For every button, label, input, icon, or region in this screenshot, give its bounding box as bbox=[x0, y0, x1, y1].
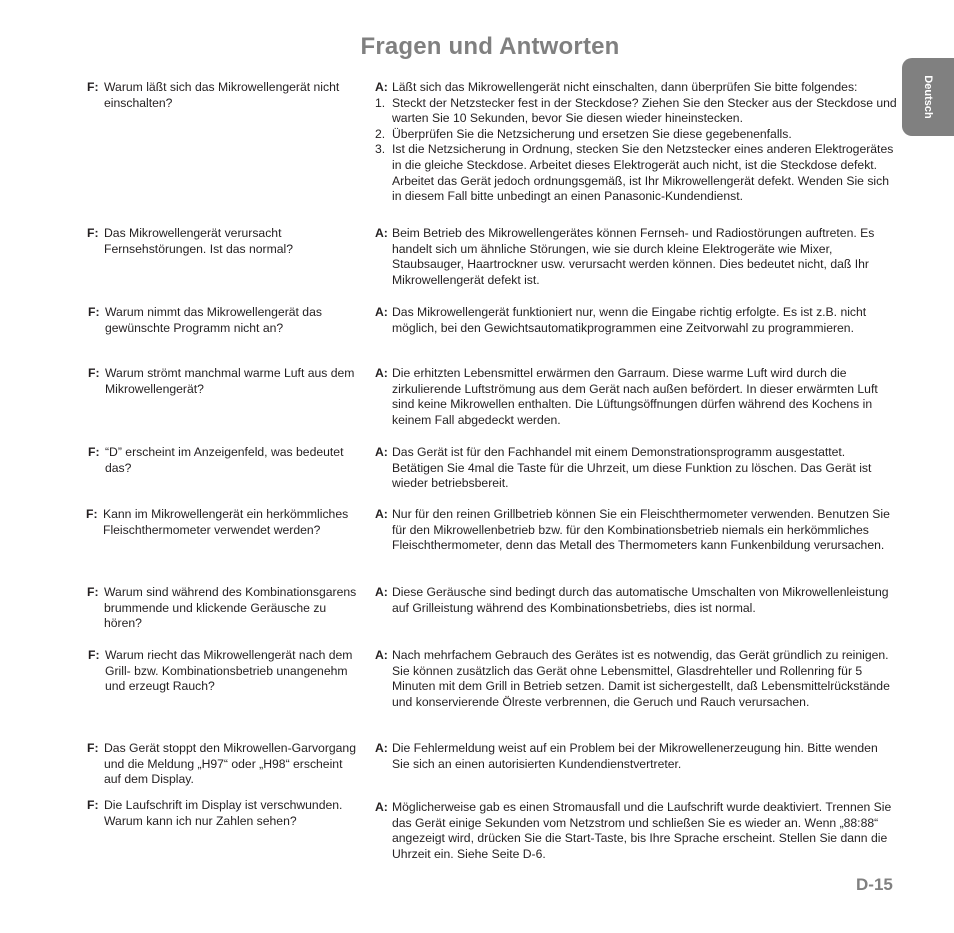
answer-list-item bbox=[375, 127, 897, 143]
answer-prefix: A: bbox=[375, 648, 388, 662]
question-prefix: F: bbox=[88, 366, 100, 380]
answer-text: Nach mehrfachem Gebrauch des Gerätes ist es notwendig, das Gerät gründlich zu reinigen. Sie können zusätzlich das Gerät ohne Lebensmittel, Glasdrehteller und Rollenring für 5 Minuten mit dem Grill in Betrieb setzen. Damit ist sichergestellt, daß Lebensmittelrückstände und konservierende Ölreste verbrennen, die Geruch und Rauch verursachen. bbox=[392, 648, 890, 709]
answer-text: Die Fehlermeldung weist auf ein Problem bei der Mikrowellenerzeugung hin. Bitte wenden Sie sich an einen autorisierten Kundendienstvertreter. bbox=[392, 741, 878, 771]
question-text: Die Laufschrift im Display ist verschwunden. Warum kann ich nur Zahlen sehen? bbox=[104, 798, 343, 828]
question-prefix: F: bbox=[87, 585, 99, 599]
list-text: Überprüfen Sie die Netzsicherung und ersetzen Sie diese gegebenenfalls. bbox=[392, 126, 792, 141]
page-title: Fragen und Antworten bbox=[360, 33, 620, 60]
answer-prefix: A: bbox=[375, 305, 388, 319]
question-text: Das Mikrowellengerät verursacht Fernsehstörungen. Ist das normal? bbox=[104, 226, 294, 256]
language-tab bbox=[902, 58, 954, 136]
list-text: Steckt der Netzstecker fest in der Steckdose? Ziehen Sie den Stecker aus der Steckdose und warten Sie 10 Sekunden, bevor Sie diesen wieder hineinstecken. bbox=[392, 95, 897, 126]
question-prefix: F: bbox=[88, 648, 100, 662]
answer-text: Nur für den reinen Grillbetrieb können Sie ein Fleischthermometer verwenden. Benutzen Sie für den Mikrowellenbetrieb bzw. für den Kombinationsbetrieb niemals ein herkömmliches Fleischthermometer, denn das Metall des Thermometers kann Funkenbildung verursachen. bbox=[392, 507, 890, 553]
question-prefix: F: bbox=[88, 305, 100, 319]
list-number: 2. bbox=[375, 126, 386, 141]
answer-body bbox=[375, 80, 897, 205]
question-text: Das Gerät stoppt den Mikrowellen-Garvorgang und die Meldung „H97“ oder „H98“ erscheint auf dem Display. bbox=[104, 741, 356, 787]
answer-text: Beim Betrieb des Mikrowellengerätes können Fernseh- und Radiostörungen auftreten. Es handelt sich um ähnliche Störungen, wie sie durch kleine Elektrogeräte wie Mixer, Staubsauger, Haartrockner usw. verursacht werden können. Dies bedeutet nicht, daß Ihr Mikrowellengerät defekt ist. bbox=[392, 226, 875, 287]
question-prefix: F: bbox=[87, 80, 99, 94]
question-prefix: F: bbox=[87, 741, 99, 755]
question-text: Warum läßt sich das Mikrowellengerät nicht einschalten? bbox=[104, 80, 340, 110]
answer-text: Das Mikrowellengerät funktioniert nur, wenn die Eingabe richtig erfolgte. Es ist z.B. nicht möglich, bei den Gewichtsautomatikprogrammen eine Zeitvorwahl zu programmieren. bbox=[392, 305, 867, 335]
question-prefix: F: bbox=[86, 507, 98, 521]
question-prefix: F: bbox=[87, 798, 99, 812]
answer-prefix: A: bbox=[375, 226, 388, 240]
answer-prefix: A: bbox=[375, 507, 388, 521]
answer-text: Das Gerät ist für den Fachhandel mit einem Demonstrationsprogramm ausgestattet. Betätigen Sie 4mal die Taste für die Uhrzeit, um diese Funktion zu löschen. Das Gerät ist wieder betriebsbereit. bbox=[392, 445, 872, 491]
question-prefix: F: bbox=[88, 445, 100, 459]
page-number: D-15 bbox=[856, 875, 893, 894]
list-text: Ist die Netzsicherung in Ordnung, stecken Sie den Netzstecker eines anderen Elektrogerätes in die gleiche Steckdose. Arbeitet dieses Elektrogerät auch nicht, ist die Steckdose defekt. Arbeitet das Gerät jedoch ordnungsgemäß, ist Ihr Mikrowellengerät defekt. Wenden Sie sich in diesem Fall bitte unbedingt an einen Panasonic-Kundendienst. bbox=[392, 142, 894, 204]
answer-prefix: A: bbox=[375, 800, 388, 814]
list-number: 1. bbox=[375, 95, 386, 110]
question-text: Warum nimmt das Mikrowellengerät das gewünschte Programm nicht an? bbox=[105, 305, 322, 335]
language-tab-label: Deutsch bbox=[922, 75, 934, 119]
answer-prefix: A: bbox=[375, 585, 388, 599]
answer-prefix: A: bbox=[375, 741, 388, 755]
question-text: Warum sind während des Kombinationsgarens brummende und klickende Geräusche zu hören? bbox=[104, 585, 357, 631]
answer-prefix: A: bbox=[375, 445, 388, 459]
answer-list-item bbox=[375, 142, 897, 204]
question-text: “D” erscheint im Anzeigenfeld, was bedeutet das? bbox=[105, 445, 344, 475]
answer-text: Möglicherweise gab es einen Stromausfall und die Laufschrift wurde deaktiviert. Trennen Sie das Gerät einige Sekunden vom Netzstrom und schließen Sie es wieder an. Wenn „88:88“ angezeigt wird, drücken Sie die Start-Taste, bis Ihre Sprache erscheint. Stellen Sie dann die Uhrzeit ein. Siehe Seite D-6. bbox=[392, 800, 892, 861]
question-prefix: F: bbox=[87, 226, 99, 240]
question-text: Warum riecht das Mikrowellengerät nach dem Grill- bzw. Kombinationsbetrieb unangenehm und erzeugt Rauch? bbox=[105, 648, 353, 694]
answer-prefix: A: bbox=[375, 80, 388, 94]
list-number: 3. bbox=[375, 142, 386, 157]
question-text: Warum strömt manchmal warme Luft aus dem Mikrowellengerät? bbox=[105, 366, 355, 396]
answer-intro: Läßt sich das Mikrowellengerät nicht einschalten, dann überprüfen Sie bitte folgendes: bbox=[392, 80, 858, 94]
question-text: Kann im Mikrowellengerät ein herkömmliches Fleischthermometer verwendet werden? bbox=[103, 507, 349, 537]
answer-text: Die erhitzten Lebensmittel erwärmen den Garraum. Diese warme Luft wird durch die zirkulierende Luftströmung aus dem Gerät nach außen befördert. In dieser erwärmten Luft sind keine Mikrowellen enthalten. Die Lüftungsöffnungen dürfen während des Kochens in keinem Fall abgedeckt werden. bbox=[392, 366, 878, 427]
answer-text: Diese Geräusche sind bedingt durch das automatische Umschalten von Mikrowellenleistung auf Grilleistung während des Kombinationsbetriebs, dies ist normal. bbox=[392, 585, 889, 615]
answer-list-item bbox=[375, 96, 897, 127]
answer-prefix: A: bbox=[375, 366, 388, 380]
